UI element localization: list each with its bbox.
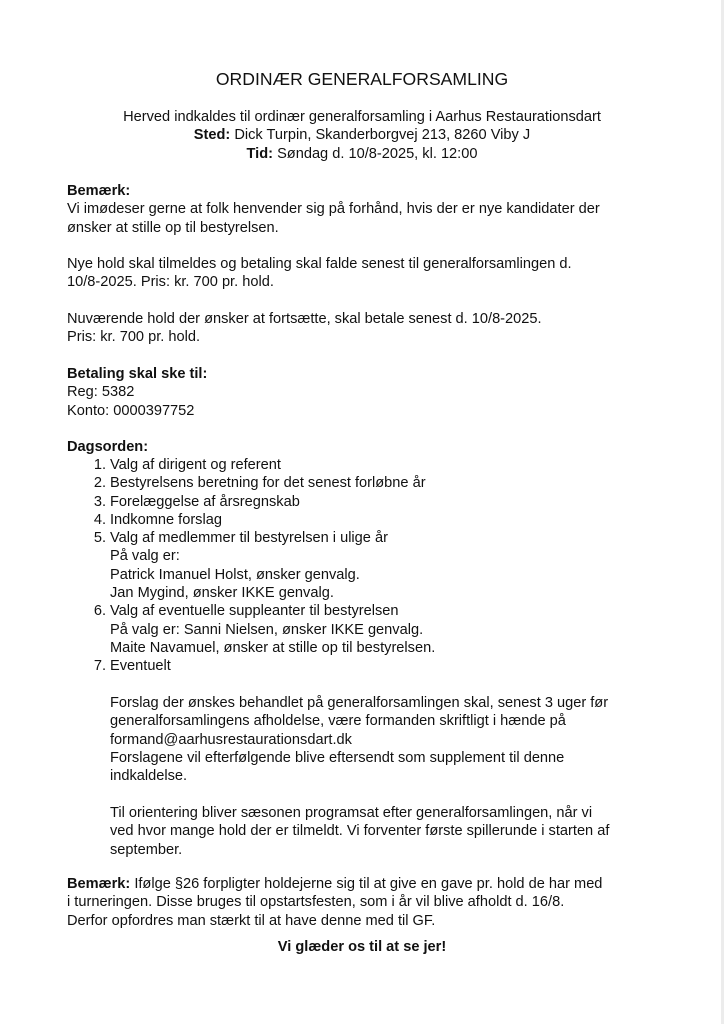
intro-line: Herved indkaldes til ordinær generalforsamling i Aarhus Restaurationsdart [123,109,601,125]
venue-value: Dick Turpin, Skanderborgvej 213, 8260 Viby J [234,127,531,143]
paragraph-line: Nuværende hold der ønsker at fortsætte, skal betale senest d. 10/8-2025. [67,311,542,327]
agenda-subline: Maite Navamuel, ønsker at stille op til bestyrelsen. [110,639,436,656]
new-teams-paragraph [67,255,687,292]
gift-note-label: Bemærk: [67,876,131,892]
paragraph-line: generalforsamlingens afholdelse, være formanden skriftligt i hænde på [110,713,566,730]
venue-line [0,126,724,144]
agenda-subline: Patrick Imanuel Holst, ønsker genvalg. [110,566,360,583]
note-line: ønsker at stille op til bestyrelsen. [67,219,279,236]
agenda-subline: På valg er: Sanni Nielsen, ønsker IKKE genvalg. [110,621,424,638]
paragraph-line: i turneringen. Disse bruges til opstartsfesten, som i år vil blive afholdt d. 16/8. [67,894,565,911]
paragraph-line: Pris: kr. 700 pr. hold. [67,329,201,346]
note-line: Vi imødeser gerne at folk henvender sig på forhånd, hvis der er nye kandidater der [67,201,600,218]
gift-note [67,875,687,930]
paragraph-line: Nye hold skal tilmeldes og betaling skal falde senest til generalforsamlingen d. [67,256,572,272]
paragraph-line: Derfor opfordres man stærkt til at have denne med til GF. [67,912,436,929]
paragraph-line: 10/8-2025. Pris: kr. 700 pr. hold. [67,274,274,291]
closing-line [0,938,724,956]
email-address: formand@aarhusrestaurationsdart.dk [110,731,352,748]
paragraph-line: Til orientering bliver sæsonen programsat efter generalforsamlingen, når vi [110,805,593,821]
agenda-heading-block [67,438,687,456]
agenda-item: 1. Valg af dirigent og referent [93,457,281,473]
note-section [67,182,687,237]
agenda-list [88,456,688,676]
document-title: ORDINÆR GENERALFORSAMLING [215,69,509,89]
paragraph-line: Ifølge §26 forpligter holdejerne sig til at give en gave pr. hold de har med [134,876,603,892]
paragraph-line: ved hvor mange hold der er tilmeldt. Vi forventer første spillerunde i starten af [110,823,610,840]
agenda-item: 3. Forelæggelse af årsregnskab [93,493,300,510]
paragraph-line: september. [110,841,183,858]
time-line [0,145,724,163]
agenda-subline: På valg er: [110,548,180,565]
note-heading: Bemærk: [67,183,131,199]
payment-account: Konto: 0000397752 [67,402,195,419]
paragraph-line: Forslag der ønskes behandlet på generalforsamlingen skal, senest 3 uger før [110,695,609,711]
payment-reg: Reg: 5382 [67,384,135,401]
agenda-subline: Jan Mygind, ønsker IKKE genvalg. [110,585,334,602]
agenda-item: 4. Indkomne forslag [93,511,222,528]
time-label: Tid: [246,146,273,162]
agenda-heading: Dagsorden: [67,439,149,455]
agenda-item: 6. Valg af eventuelle suppleanter til bestyrelsen [93,603,399,620]
closing-text: Vi glæder os til at se jer! [277,939,447,955]
paragraph-line: Forslagene vil efterfølgende blive eftersendt som supplement til denne [110,749,565,766]
agenda-item: 7. Eventuelt [93,658,171,675]
paragraph-line: indkaldelse. [110,768,188,785]
proposals-paragraph [110,694,670,785]
venue-label: Sted: [193,127,231,143]
payment-heading: Betaling skal ske til: [67,366,208,382]
season-paragraph [110,804,670,859]
time-value: Søndag d. 10/8-2025, kl. 12:00 [277,146,478,162]
current-teams-paragraph [67,310,687,347]
agenda-item: 5. Valg af medlemmer til bestyrelsen i ulige år [93,530,388,547]
agenda-item: 2. Bestyrelsens beretning for det senest forløbne år [93,475,426,492]
payment-section [67,365,687,420]
